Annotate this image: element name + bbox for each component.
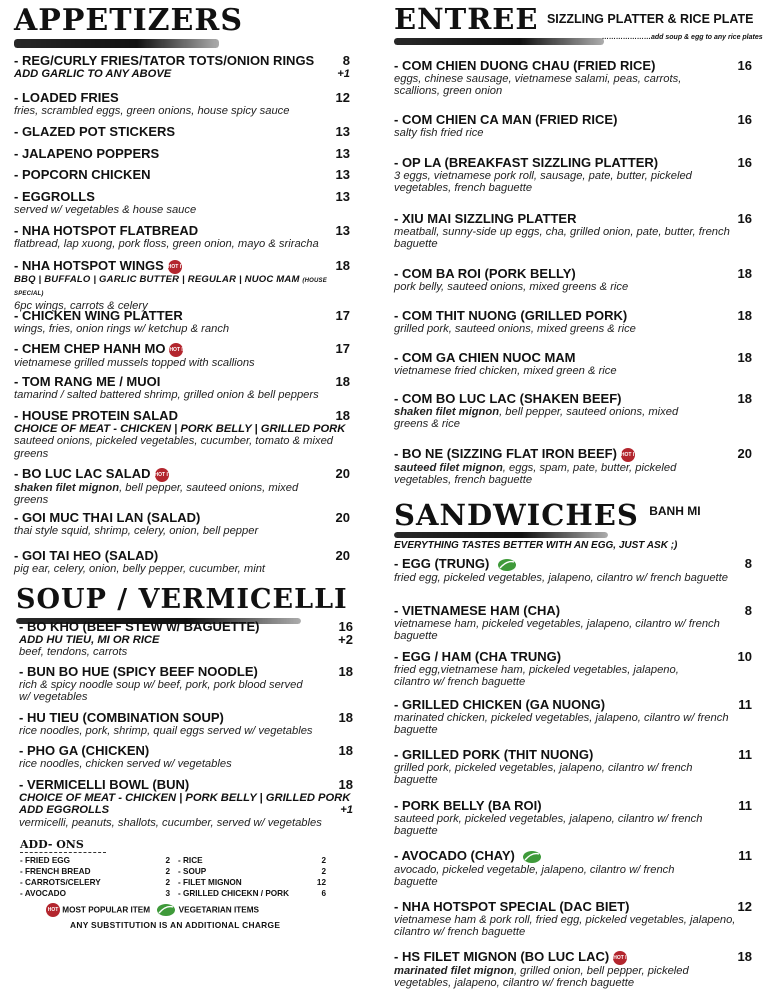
addon-row bbox=[20, 855, 170, 866]
item-extra bbox=[19, 634, 353, 646]
item-price: 18 bbox=[338, 743, 353, 758]
item-name: - HS FILET MIGNON (BO LUC LAC) bbox=[394, 949, 610, 964]
entree-title: ENTREE bbox=[394, 2, 539, 36]
menu-item bbox=[394, 798, 752, 838]
brush-divider bbox=[14, 39, 219, 48]
item-name: - COM GA CHIEN NUOC MAM bbox=[394, 350, 576, 365]
addon-row bbox=[20, 866, 170, 877]
item-name: - EGG (TRUNG) bbox=[394, 556, 490, 571]
item-name: - COM CHIEN DUONG CHAU (FRIED RICE) bbox=[394, 58, 656, 73]
item-desc: vietnamese grilled mussels topped with scallions bbox=[14, 356, 255, 369]
item-desc: , bell pepper, sauteed onions, mixed greens & rice bbox=[394, 406, 679, 431]
flavor-note: (HOUSE SPECIAL) bbox=[14, 277, 327, 297]
item-desc: meatball, sunny-side up eggs, cha, grilled onion, pate, butter, french baguette bbox=[394, 226, 730, 251]
item-desc: rice noodles, chicken served w/ vegetables bbox=[19, 758, 232, 770]
item-name: - GOI TAI HEO (SALAD) bbox=[14, 548, 159, 563]
item-name: - GLAZED POT STICKERS bbox=[14, 124, 176, 139]
item-price: 13 bbox=[335, 189, 350, 204]
item-name: - HU TIEU (COMBINATION SOUP) bbox=[19, 710, 224, 725]
item-desc-wrap bbox=[394, 406, 694, 431]
item-price: 18 bbox=[335, 408, 350, 423]
item-price: 12 bbox=[737, 899, 752, 914]
item-extra-price: +2 bbox=[338, 632, 353, 647]
item-name: - NHA HOTSPOT FLATBREAD bbox=[14, 223, 199, 238]
menu-item bbox=[394, 266, 752, 293]
item-desc: rice noodles, pork, shrimp, quail eggs served w/ vegetables bbox=[19, 725, 313, 737]
menu-item bbox=[14, 308, 350, 335]
menu-item bbox=[14, 189, 350, 216]
item-name: - VERMICELLI BOWL (BUN) bbox=[19, 777, 190, 792]
item-extra bbox=[14, 68, 350, 80]
item-desc: tamarind / salted battered shrimp, grilled onion & bell peppers bbox=[14, 389, 319, 401]
item-name: - COM BO LUC LAC (SHAKEN BEEF) bbox=[394, 391, 622, 406]
item-desc: sauteed pork, pickeled vegetables, jalapeno, cilantro w/ french baguette bbox=[394, 813, 703, 838]
addons-right-list bbox=[178, 855, 326, 899]
item-desc-bold: shaken filet mignon bbox=[394, 406, 500, 418]
flavor-list: BBQ | BUFFALO | GARLIC BUTTER | REGULAR | NUOC MAM bbox=[14, 273, 300, 285]
legend-popular-label: MOST POPULAR ITEM bbox=[62, 905, 151, 915]
item-desc: pork belly, sauteed onions, mixed greens & rice bbox=[394, 281, 629, 293]
entree-subnote-text: add soup & egg to any rice plates bbox=[651, 34, 763, 41]
hot-item-icon: HOT ITEM bbox=[168, 260, 182, 274]
item-price: 18 bbox=[335, 258, 350, 273]
addon-name: - GRILLED CHICEKN / PORK bbox=[178, 889, 289, 898]
item-name: - NHA HOTSPOT SPECIAL (DAC BIET) bbox=[394, 899, 630, 914]
menu-item bbox=[394, 446, 752, 486]
item-name: - GRILLED PORK (THIT NUONG) bbox=[394, 747, 594, 762]
hot-item-icon: HOT ITEM bbox=[621, 448, 635, 462]
menu-item bbox=[394, 899, 752, 939]
item-desc: pig ear, celery, onion, belly pepper, cucumber, mint bbox=[14, 563, 266, 575]
addon-price: 2 bbox=[321, 867, 326, 876]
hot-item-icon: HOT ITEM bbox=[155, 468, 169, 482]
addon-name: - RICE bbox=[178, 856, 203, 865]
menu-item bbox=[14, 53, 350, 80]
item-name: - GRILLED CHICKEN (GA NUONG) bbox=[394, 697, 606, 712]
item-price: 20 bbox=[335, 548, 350, 563]
item-desc: served w/ vegetables & house sauce bbox=[14, 204, 197, 216]
addon-row bbox=[178, 866, 326, 877]
menu-item bbox=[394, 350, 752, 377]
sandwiches-subtitle: BANH MI bbox=[649, 504, 701, 518]
item-desc-wrap bbox=[14, 482, 304, 507]
menu-item bbox=[14, 510, 350, 537]
addon-row bbox=[178, 888, 326, 899]
addon-price: 3 bbox=[165, 889, 170, 898]
item-desc: grilled pork, sauteed onions, mixed greens & rice bbox=[394, 323, 636, 335]
item-name: - BO LUC LAC SALAD bbox=[14, 466, 151, 481]
addon-price: 2 bbox=[165, 856, 170, 865]
item-choice: CHOICE OF MEAT - CHICKEN | PORK BELLY | GRILLED PORK bbox=[14, 423, 346, 435]
item-name: - OP LA (BREAKFAST SIZZLING PLATTER) bbox=[394, 155, 659, 170]
menu-item bbox=[394, 211, 752, 251]
item-desc: fried egg, pickeled vegetables, jalapeno, cilantro w/ french baguette bbox=[394, 571, 728, 584]
vegetarian-leaf-icon bbox=[522, 850, 542, 864]
item-price: 8 bbox=[744, 603, 752, 618]
menu-item bbox=[14, 146, 350, 161]
item-extra-label: ADD EGGROLLS bbox=[19, 804, 110, 817]
item-desc: vietnamese ham & pork roll, fried egg, pickeled vegetables, jalapeno, cilantro w/ french baguette bbox=[394, 914, 736, 939]
sandwiches-tagline: EVERYTHING TASTES BETTER WITH AN EGG, JUST ASK ;) bbox=[394, 540, 678, 551]
item-name: - BO NE (SIZZING FLAT IRON BEEF) bbox=[394, 446, 617, 461]
item-name: - BUN BO HUE (SPICY BEEF NOODLE) bbox=[19, 664, 258, 679]
item-price: 20 bbox=[335, 510, 350, 525]
item-desc: eggs, chinese sausage, vietnamese salami, peas, carrots, scallions, green onion bbox=[394, 73, 682, 98]
legend-veg-label: VEGETARIAN ITEMS bbox=[178, 905, 260, 915]
item-price: 18 bbox=[338, 777, 353, 792]
menu-item bbox=[19, 743, 353, 770]
item-desc: thai style squid, shrimp, celery, onion, bell pepper bbox=[14, 525, 259, 537]
hot-item-icon: HOT ITEM bbox=[613, 951, 627, 965]
item-desc: flatbread, lap xuong, pork floss, green onion, mayo & sriracha bbox=[14, 238, 319, 250]
item-name-row bbox=[14, 341, 350, 357]
addon-price: 6 bbox=[321, 889, 326, 898]
item-name: - COM THIT NUONG (GRILLED PORK) bbox=[394, 308, 628, 323]
item-name: - AVOCADO (CHAY) bbox=[394, 848, 515, 863]
item-price: 10 bbox=[737, 649, 752, 664]
menu-item bbox=[14, 167, 350, 182]
vegetarian-leaf-icon bbox=[497, 558, 517, 572]
menu-item bbox=[394, 949, 752, 989]
item-desc-bold: marinated filet mignon bbox=[394, 964, 514, 977]
item-price: 11 bbox=[738, 798, 752, 813]
item-price: 18 bbox=[338, 664, 353, 679]
menu-item bbox=[394, 155, 752, 195]
brush-divider bbox=[394, 38, 604, 45]
item-price: 18 bbox=[737, 308, 752, 323]
item-extra bbox=[19, 804, 353, 816]
item-desc: , bell pepper, sauteed onions, mixed greens bbox=[14, 481, 299, 506]
item-desc: 6pc wings, carrots & celery bbox=[14, 299, 148, 312]
item-name: - COM CHIEN CA MAN (FRIED RICE) bbox=[394, 112, 618, 127]
item-price: 16 bbox=[737, 155, 752, 170]
addons-grid bbox=[20, 855, 350, 901]
item-price: 16 bbox=[338, 619, 353, 634]
item-name: - REG/CURLY FRIES/TATOR TOTS/ONION RINGS bbox=[14, 53, 315, 68]
entree-subnote: …………………add soup & egg to any rice plates bbox=[602, 34, 763, 41]
item-price: 11 bbox=[738, 848, 752, 863]
menu-item bbox=[19, 710, 353, 737]
menu-item bbox=[14, 548, 350, 575]
addon-price: 2 bbox=[165, 878, 170, 887]
item-name: - POPCORN CHICKEN bbox=[14, 167, 151, 182]
item-price: 18 bbox=[737, 391, 752, 406]
menu-item bbox=[14, 258, 350, 312]
menu-item bbox=[394, 556, 752, 584]
item-price: 11 bbox=[738, 747, 752, 762]
item-name: - VIETNAMESE HAM (CHA) bbox=[394, 603, 561, 618]
item-extra-price: +1 bbox=[340, 804, 353, 817]
item-desc: vietnamese fried chicken, mixed green & rice bbox=[394, 365, 617, 377]
item-price: 16 bbox=[737, 112, 752, 127]
item-desc: vietnamese ham, pickeled vegetables, jalapeno, cilantro w/ french baguette bbox=[394, 618, 720, 643]
addons-divider bbox=[20, 852, 106, 853]
item-desc: grilled pork, pickeled vegetables, jalapeno, cilantro w/ french baguette bbox=[394, 762, 693, 787]
menu-item bbox=[394, 697, 752, 737]
item-price: 18 bbox=[335, 374, 350, 389]
sandwiches-header bbox=[394, 500, 756, 552]
item-price: 12 bbox=[335, 90, 350, 105]
item-price: 16 bbox=[737, 211, 752, 226]
item-price: 8 bbox=[744, 556, 752, 571]
entree-rule-row bbox=[394, 34, 763, 48]
addon-name: - FRIED EGG bbox=[20, 856, 71, 865]
item-name: - XIU MAI SIZZLING PLATTER bbox=[394, 211, 577, 226]
hot-item-icon: HOT ITEM bbox=[46, 903, 60, 917]
item-desc: fries, scrambled eggs, green onions, house spicy sauce bbox=[14, 105, 290, 117]
item-name-row bbox=[14, 466, 350, 482]
item-price: 20 bbox=[335, 466, 350, 481]
item-desc: , eggs, spam, pate, butter, pickeled vegetables, french baguette bbox=[394, 461, 677, 486]
item-price: 13 bbox=[335, 124, 350, 139]
menu-item bbox=[19, 664, 353, 704]
item-desc: beef, tendons, carrots bbox=[19, 646, 128, 659]
addons-box bbox=[20, 838, 350, 930]
menu-item bbox=[14, 466, 350, 506]
hot-item-icon: HOT ITEM bbox=[169, 343, 183, 357]
item-price: 18 bbox=[737, 266, 752, 281]
addon-name: - AVOCADO bbox=[20, 889, 66, 898]
menu-item bbox=[19, 777, 353, 829]
addon-price: 2 bbox=[165, 867, 170, 876]
item-name: - CHEM CHEP HANH MO bbox=[14, 341, 166, 356]
sandwiches-title: SANDWICHES bbox=[394, 498, 639, 532]
menu-item bbox=[14, 124, 350, 139]
item-desc-wrap bbox=[394, 965, 724, 990]
entree-subtitle: SIZZLING PLATTER & RICE PLATE bbox=[546, 12, 754, 26]
item-flavors bbox=[14, 274, 350, 300]
item-name: - HOUSE PROTEIN SALAD bbox=[14, 408, 178, 423]
menu-item bbox=[19, 619, 353, 659]
item-name: - BO KHO (BEEF STEW w/ BAGUETTE) bbox=[19, 619, 260, 634]
addons-title: ADD- ONS bbox=[20, 838, 84, 851]
item-name: - LOADED FRIES bbox=[14, 90, 119, 105]
item-desc: salty fish fried rice bbox=[394, 127, 484, 139]
entree-header bbox=[394, 2, 763, 48]
item-extra-price: +1 bbox=[337, 68, 350, 80]
item-name: - NHA HOTSPOT WINGS bbox=[14, 258, 164, 273]
appetizers-title: APPETIZERS bbox=[14, 3, 243, 38]
brush-divider bbox=[394, 532, 608, 538]
item-price: 16 bbox=[737, 58, 752, 73]
menu-item bbox=[14, 341, 350, 369]
vegetarian-leaf-icon bbox=[156, 903, 176, 917]
addon-price: 12 bbox=[316, 878, 326, 887]
addon-row bbox=[20, 888, 170, 899]
item-name-row bbox=[14, 258, 350, 274]
addon-name: - SOUP bbox=[178, 867, 207, 876]
item-price: 20 bbox=[737, 446, 752, 461]
addon-name: - FRENCH BREAD bbox=[20, 867, 91, 876]
item-price: 8 bbox=[342, 53, 350, 68]
item-name-row bbox=[394, 848, 752, 864]
menu-item bbox=[14, 374, 360, 401]
menu-item bbox=[394, 308, 752, 335]
addon-name: - CARROTS/CELERY bbox=[20, 878, 101, 887]
menu-item bbox=[14, 408, 350, 460]
item-desc-bold: sauteed filet mignon bbox=[394, 461, 503, 474]
item-price: 11 bbox=[738, 697, 752, 712]
addon-row bbox=[178, 855, 326, 866]
item-desc: sauteed onions, pickeled vegetables, cucumber, tomato & mixed greens bbox=[14, 435, 334, 460]
item-desc-wrap bbox=[394, 462, 714, 487]
item-desc: wings, fries, onion rings w/ ketchup & ranch bbox=[14, 323, 230, 335]
menu-item bbox=[394, 848, 752, 888]
item-name: - COM BA ROI (PORK BELLY) bbox=[394, 266, 576, 281]
soup-title: SOUP / VERMICELLI bbox=[16, 584, 348, 615]
item-choice: CHOICE OF MEAT - CHICKEN | PORK BELLY | GRILLED PORK bbox=[19, 792, 351, 804]
item-desc: 3 eggs, vietnamese pork roll, sausage, pate, butter, pickeled vegetables, french baguette bbox=[394, 170, 692, 195]
item-price: 18 bbox=[737, 350, 752, 365]
item-price: 18 bbox=[737, 949, 752, 964]
item-price: 13 bbox=[335, 146, 350, 161]
item-name: - PORK BELLY (BA ROI) bbox=[394, 798, 542, 813]
addon-row bbox=[20, 877, 170, 888]
item-price: 18 bbox=[338, 710, 353, 725]
menu-item bbox=[14, 90, 350, 117]
menu-item bbox=[394, 58, 752, 98]
item-name: - GOI MUC THAI LAN (SALAD) bbox=[14, 510, 201, 525]
menu-item bbox=[394, 112, 752, 139]
item-name-row bbox=[394, 446, 752, 462]
item-price: 17 bbox=[335, 341, 350, 356]
substitution-note: ANY SUBSTITUTION IS AN ADDITIONAL CHARGE bbox=[70, 920, 281, 930]
item-name: - JALAPENO POPPERS bbox=[14, 146, 160, 161]
item-name: - EGG / HAM (CHA TRUNG) bbox=[394, 649, 562, 664]
item-name: - PHO GA (CHICKEN) bbox=[19, 743, 150, 758]
item-name-row bbox=[394, 949, 752, 965]
menu-item bbox=[394, 747, 752, 787]
item-desc: fried egg,vietnamese ham, pickeled vegetables, jalapeno, cilantro w/ french baguette bbox=[394, 664, 679, 689]
menu-item bbox=[394, 391, 752, 431]
item-name: - CHICKEN WING PLATTER bbox=[14, 308, 183, 323]
item-price: 13 bbox=[335, 223, 350, 238]
addon-name: - FILET MIGNON bbox=[178, 878, 242, 887]
menu-item bbox=[14, 223, 350, 250]
item-name: - EGGROLLS bbox=[14, 189, 95, 204]
appetizers-header bbox=[14, 3, 243, 52]
item-extra-label: ADD GARLIC TO ANY ABOVE bbox=[14, 68, 172, 80]
item-desc: marinated chicken, pickeled vegetables, jalapeno, cilantro w/ french baguette bbox=[394, 712, 729, 737]
menu-item bbox=[394, 649, 752, 689]
item-desc: avocado, pickeled vegetable, jalapeno, cilantro w/ french baguette bbox=[394, 863, 675, 888]
item-name-row bbox=[394, 556, 752, 572]
addon-row bbox=[178, 877, 326, 888]
item-desc: rich & spicy noodle soup w/ beef, pork, pork blood served w/ vegetables bbox=[19, 679, 303, 704]
item-price: 13 bbox=[335, 167, 350, 182]
addon-price: 2 bbox=[321, 856, 326, 865]
menu-item bbox=[394, 603, 752, 643]
item-desc: , grilled onion, bell pepper, pickeled vegetables, jalapeno, cilantro w/ french baguette bbox=[394, 964, 689, 989]
item-price: 17 bbox=[335, 308, 350, 323]
addons-left-list bbox=[20, 855, 170, 899]
item-extra-label: ADD HU TIEU, MI OR RICE bbox=[19, 634, 160, 646]
item-desc: vermicelli, peanuts, shallots, cucumber, served w/ vegetables bbox=[19, 816, 322, 829]
item-desc-bold: shaken filet mignon bbox=[14, 481, 120, 494]
item-name: - TOM RANG ME / MUOI bbox=[14, 374, 161, 389]
